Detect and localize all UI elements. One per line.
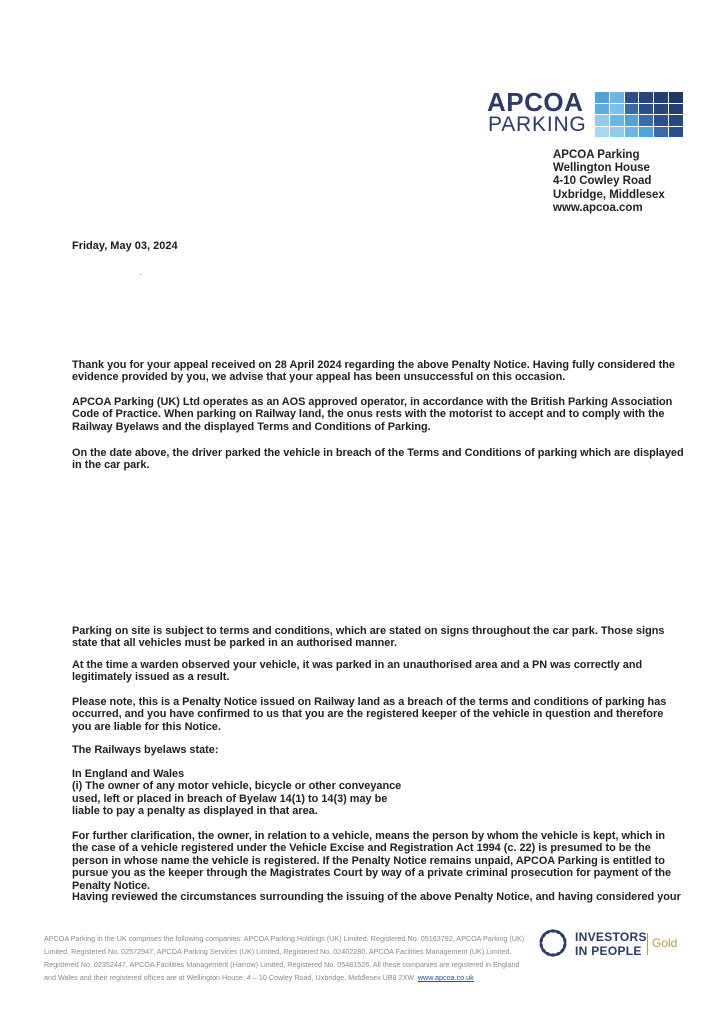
logo-tile: [625, 115, 639, 126]
company-footer: [44, 932, 526, 984]
footer-registered-office: and Wales and their registered offices are at Wellington House, 4 – 10 Cowley Road, Uxbridge, Middlesex UB8 2XW.: [44, 973, 418, 982]
logo-tile: [654, 115, 668, 126]
address-line: Uxbridge, Middlesex: [553, 188, 665, 201]
paragraph-warden: At the time a warden observed your vehicle, it was parked in an unauthorised area and a PN was correctly and legitimately issued as a result.: [72, 659, 643, 684]
logo-tile: [639, 92, 653, 103]
paragraph-breach: On the date above, the driver parked the vehicle in breach of the Terms and Conditions of parking which are displayed in the car park.: [72, 447, 684, 472]
byelaw-quote-line: liable to pay a penalty as displayed in that area.: [72, 805, 318, 818]
logo-tile: [639, 115, 653, 126]
footer-line-last: [44, 971, 526, 984]
footer-line: Limited, Registered No. 02572947, APCOA Parking Services (UK) Limited, Registered No. 02402280, APCOA Facilities Management (UK) Limited,: [44, 947, 512, 956]
logo-tile: [669, 92, 683, 103]
logo-tile: [610, 92, 624, 103]
iip-grade: Gold: [652, 936, 678, 950]
logo-tile: [654, 104, 668, 115]
logo-tile: [595, 104, 609, 115]
paragraph-appeal-outcome: Thank you for your appeal received on 28 April 2024 regarding the above Penalty Notice. Having fully considered the evidence provided by you, we advise that your appeal has been unsuccessful on this occasion.: [72, 359, 675, 384]
footer-line: Registered No. 02352447, APCOA Facilities Management (Harrow) Limited, Registered No. 05481526. All these companies are registered in England: [44, 960, 520, 969]
sender-address: [553, 149, 665, 215]
logo-tile: [669, 104, 683, 115]
laurel-wreath-icon: [536, 926, 570, 960]
logo-tile: [654, 92, 668, 103]
logo-tile: [625, 92, 639, 103]
iip-line-2: IN PEOPLE: [575, 944, 642, 958]
address-line: APCOA Parking: [553, 149, 640, 161]
apcoa-parking-logo: [487, 87, 683, 137]
logo-tile: [595, 127, 609, 138]
logo-tile: [610, 127, 624, 138]
logo-tile: [610, 104, 624, 115]
logo-tile: [595, 92, 609, 103]
redaction-mark: [140, 274, 141, 275]
logo-tile: [595, 115, 609, 126]
paragraph-terms-signs: Parking on site is subject to terms and conditions, which are stated on signs throughout the car park. Those signs state that all vehicles must be parked in an authorised manner.: [72, 625, 665, 650]
logo-wordmark-apcoa: APCOA: [487, 87, 584, 117]
paragraph-aos-operator: APCOA Parking (UK) Ltd operates as an AOS approved operator, in accordance with the British Parking Association Code of Practice. When parking on Railway land, the onus rests with the motorist to accept and to comply with the Railway Byelaws and the displayed Terms and Conditions of Parking.: [72, 396, 673, 433]
address-line: 4-10 Cowley Road: [553, 175, 652, 188]
logo-tile: [669, 115, 683, 126]
logo-tile: [654, 127, 668, 138]
iip-line-1: INVESTORS: [575, 930, 647, 944]
investors-in-people-badge: [536, 926, 686, 962]
logo-tile: [625, 104, 639, 115]
paragraph-registered-keeper: Please note, this is a Penalty Notice issued on Railway land as a breach of the terms and conditions of parking has occurred, and you have confirmed to us that you are the registered keeper of the vehicle in question and therefore you are liable for this Notice.: [72, 696, 667, 733]
logo-tile: [669, 127, 683, 138]
letter-date: Friday, May 03, 2024: [72, 240, 178, 252]
iip-divider: [647, 933, 648, 955]
byelaw-quote: [72, 768, 684, 818]
paragraph-review: Having reviewed the circumstances surrounding the issuing of the above Penalty Notice, and having considered your: [72, 891, 681, 903]
logo-tile: [639, 104, 653, 115]
paragraph-owner-clarification: For further clarification, the owner, in relation to a vehicle, means the person by whom the vehicle is kept, which in the case of a vehicle registered under the Vehicle Excise and Registration Act 1994 (c. 22) is presumed to be the person in whose name the vehicle is registered. If the Penalty Notice remains unpaid, APCOA Parking is entitled to pursue you as the keeper through the Magistrates Court by way of a private criminal prosecution for payment of the Penalty Notice.: [72, 830, 672, 892]
byelaw-quote-line: used, left or placed in breach of Byelaw 14(1) to 14(3) may be: [72, 792, 388, 805]
footer-website-link[interactable]: www.apcoa.co.uk: [417, 973, 474, 982]
logo-tile: [625, 127, 639, 138]
address-website: www.apcoa.com: [553, 201, 643, 214]
address-line: Wellington House: [553, 162, 650, 175]
byelaw-quote-line: (i) The owner of any motor vehicle, bicycle or other conveyance: [72, 780, 402, 793]
logo-wordmark-parking: PARKING: [488, 113, 587, 136]
logo-tile-grid: [595, 92, 683, 137]
logo-tile: [639, 127, 653, 138]
logo-tile: [610, 115, 624, 126]
byelaw-quote-line: In England and Wales: [72, 768, 185, 780]
footer-line: APCOA Parking in the UK comprises the following companies: APCOA Parking Holdings (UK) Limited, Registered No. 05163792, APCOA Parking (UK): [44, 934, 525, 943]
paragraph-byelaws-intro: The Railways byelaws state:: [72, 744, 219, 756]
